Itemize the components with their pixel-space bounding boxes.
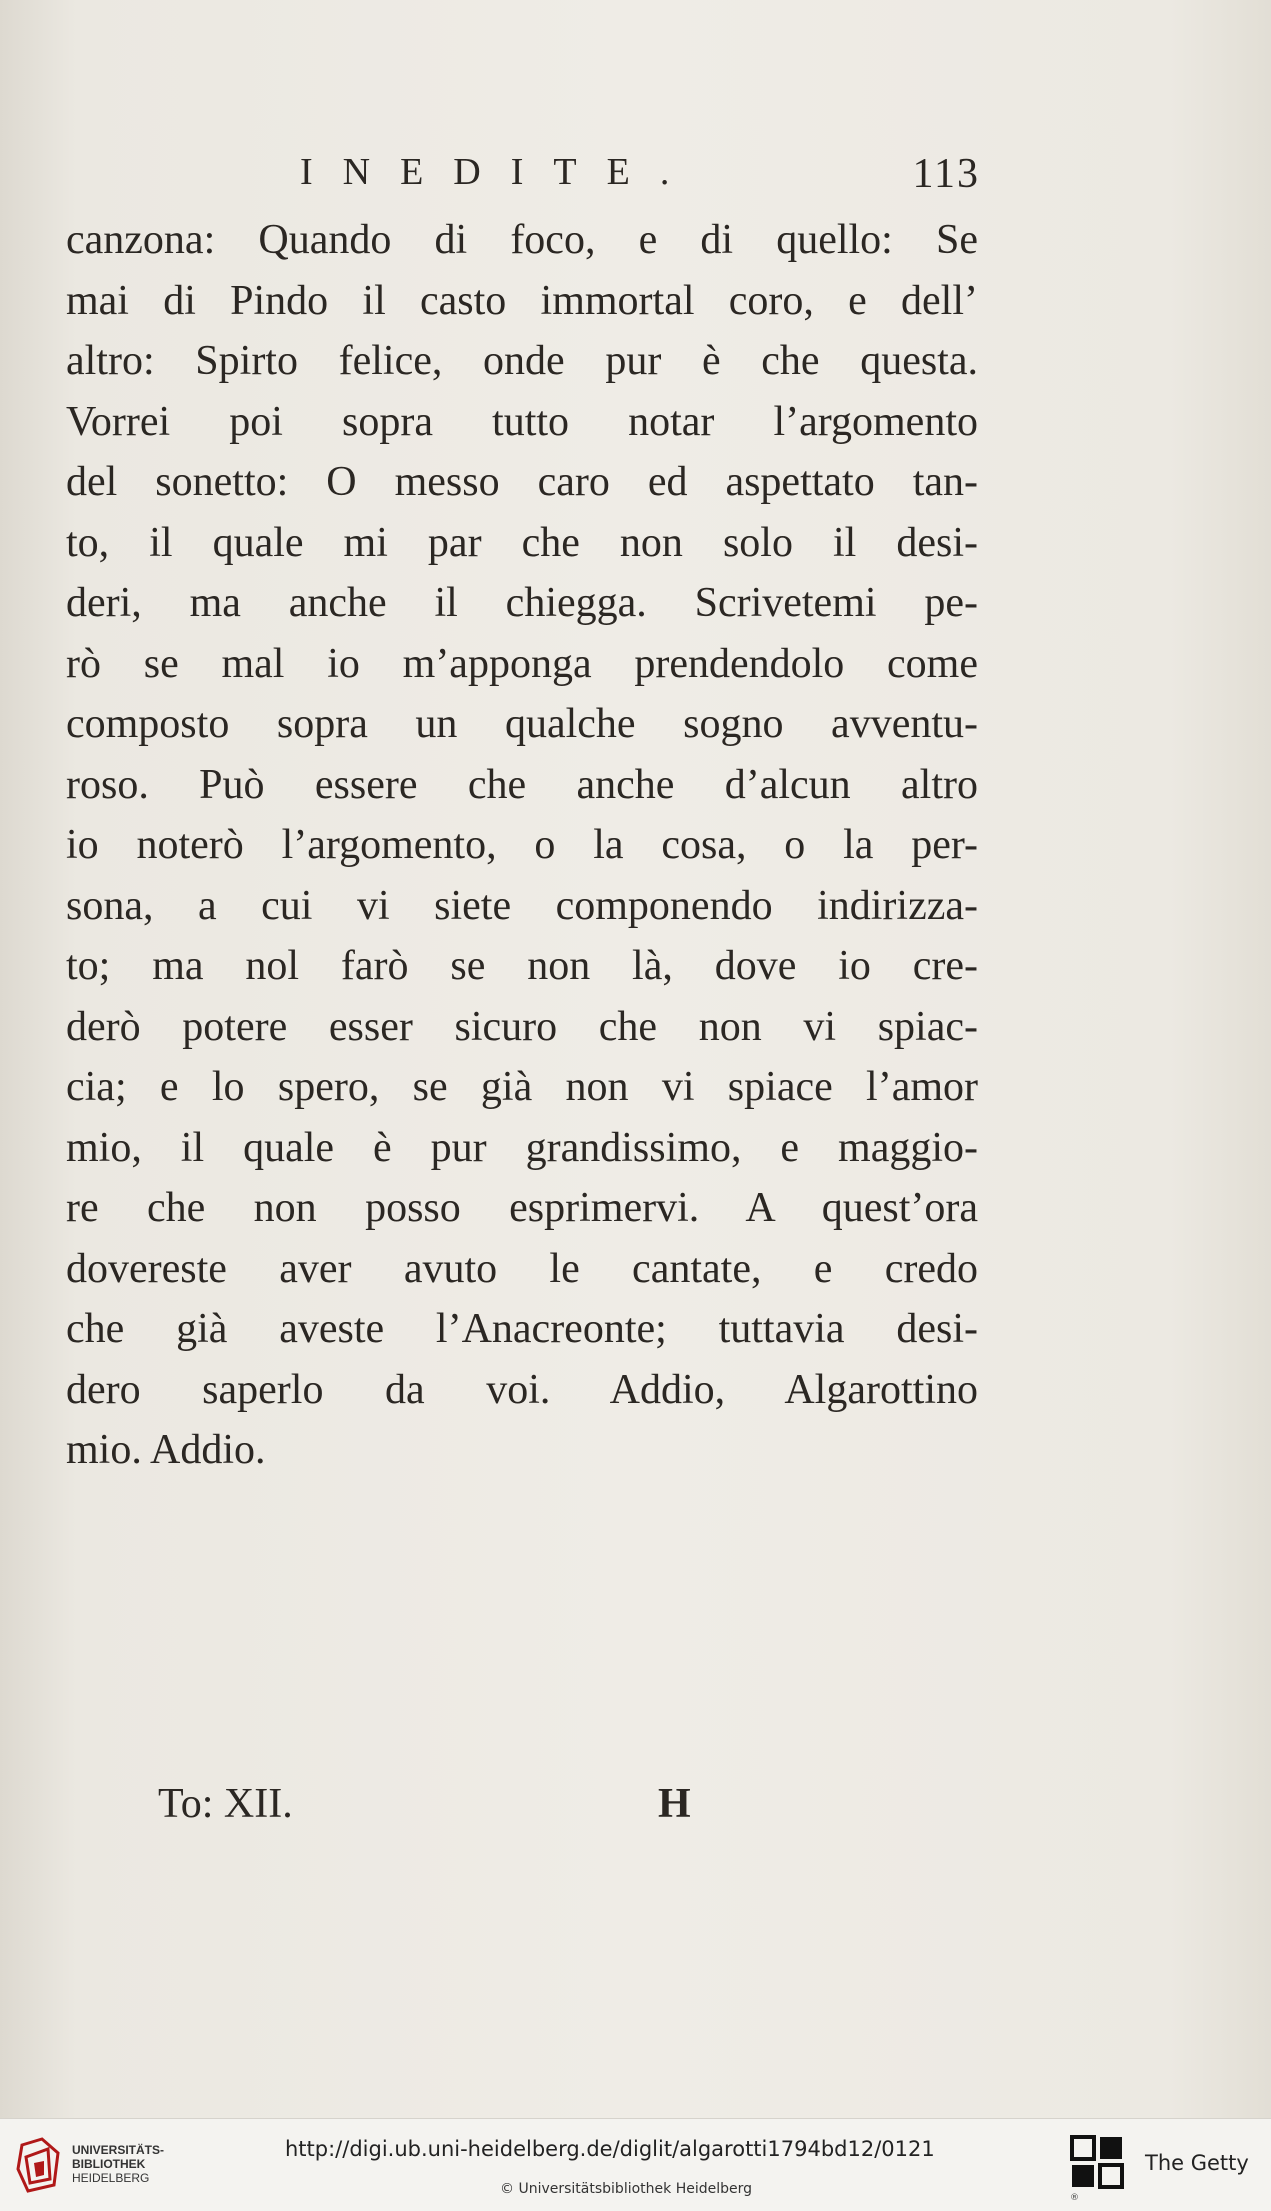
text-line: che già aveste l’Anacreonte; tuttavia desi- <box>66 1306 978 1352</box>
text-line: cia; e lo spero, se già non vi spiace l’amor <box>66 1064 978 1110</box>
library-name-line2: BIBLIOTHEK <box>72 2157 146 2171</box>
volume-mark: To: XII. <box>158 1781 293 1827</box>
text-line: rò se mal io m’apponga prendendolo come <box>66 640 978 687</box>
running-title: INEDITE. <box>300 151 700 193</box>
text-line: composto sopra un qualche sogno avventu- <box>66 701 978 747</box>
heidelberg-university-library-logo-icon[interactable] <box>14 2135 64 2195</box>
page-number: 113 <box>912 151 980 197</box>
text-line: re che non posso esprimervi. A quest’ora <box>66 1185 978 1231</box>
text-line: mio, il quale è pur grandissimo, e maggio- <box>66 1124 978 1171</box>
text-line: dero saperlo da voi. Addio, Algarottino <box>66 1366 978 1413</box>
text-line: dovereste aver avuto le cantate, e credo <box>66 1245 978 1292</box>
text-line: del sonetto: O messo caro ed aspettato tan- <box>66 459 978 505</box>
permalink-url[interactable]: http://digi.ub.uni-heidelberg.de/diglit/algarotti1794bd12/0121 <box>285 2137 935 2161</box>
library-name <box>72 2143 164 2185</box>
text-line: altro: Spirto felice, onde pur è che questa. <box>66 338 978 384</box>
text-line: roso. Può essere che anche d’alcun altro <box>66 761 978 808</box>
text-line: Vorrei poi sopra tutto notar l’argomento <box>66 398 978 445</box>
text-line: to, il quale mi par che non solo il desi- <box>66 519 978 566</box>
text-line: deri, ma anche il chiegga. Scrivetemi pe- <box>66 580 978 626</box>
getty-logo-icon[interactable] <box>1070 2135 1126 2195</box>
body-text <box>66 210 978 1481</box>
text-line: canzona: Quando di foco, e di quello: Se <box>66 217 978 263</box>
library-name-line1: UNIVERSITÄTS- <box>72 2143 165 2157</box>
registered-mark: ® <box>1070 2193 1079 2203</box>
signature-line <box>158 1780 698 1840</box>
text-line-last: mio. Addio. <box>66 1427 266 1473</box>
viewer-footer <box>0 2118 1271 2211</box>
partner-name[interactable]: The Getty <box>1145 2151 1249 2175</box>
text-line: to; ma nol farò se non là, dove io cre- <box>66 943 978 989</box>
text-line: io noterò l’argomento, o la cosa, o la per- <box>66 822 978 868</box>
text-line: sona, a cui vi siete componendo indirizza- <box>66 882 978 929</box>
text-line: mai di Pindo il casto immortal coro, e dell’ <box>66 277 978 324</box>
copyright-notice: © Universitätsbibliothek Heidelberg <box>500 2181 753 2197</box>
text-line: derò potere esser sicuro che non vi spiac- <box>66 1003 978 1050</box>
gathering-mark: H <box>658 1781 691 1827</box>
running-head <box>300 150 980 200</box>
library-name-line3: HEIDELBERG <box>72 2171 150 2185</box>
